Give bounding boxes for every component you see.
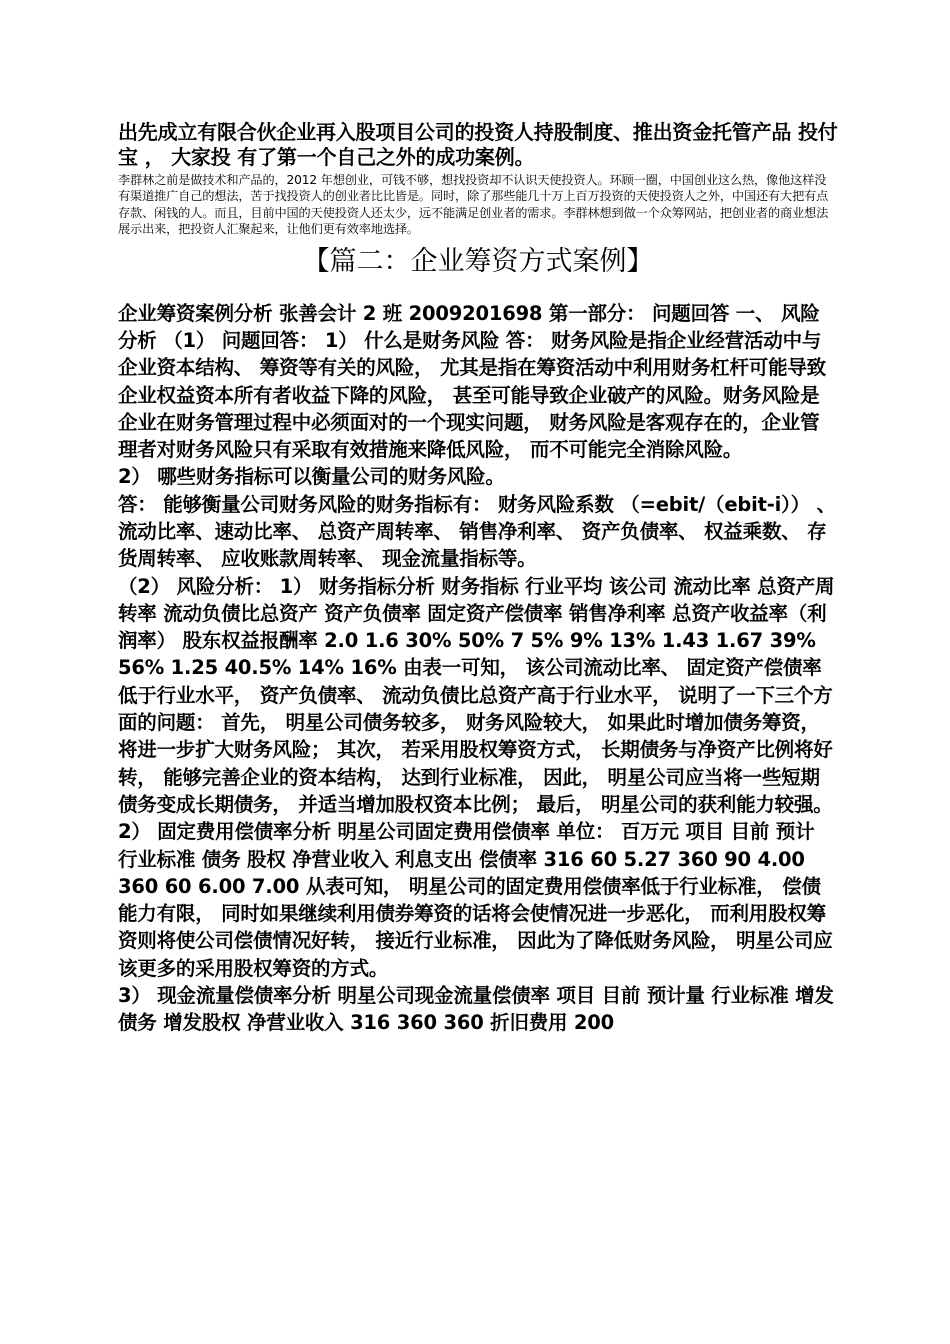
intro-paragraph: 李群林之前是做技术和产品的，2012 年想创业，可钱不够，想找投资却不认识天使投资人。环顾一圈，中国创业这么热，像他这样没有渠道推广自己的想法，苦于找投资人的创业者比比皆是。同时，除了那些能几十万上百万投资的天使投资人之外，中国还有大把有点存款、闲钱的人。而且，目前中国的天使投资人还太少，远不能满足创业者的需求。李群林想到做一个众筹网站，把创业者的商业想法展示出来，把投资人汇聚起来，让他们更有效率地选择。 <box>118 173 829 237</box>
section-title: 【篇二：企业筹资方式案例】 <box>302 245 654 277</box>
body-paragraph-4: （2） 风险分析： 1） 财务指标分析 财务指标 行业平均 该公司 流动比率 总资产周转率 流动负债比总资产 资产负债率 固定资产偿债率 销售净利率 总资产收益率（利润率） 股东权益报酬率 2.0 1.6 30% 50% 7 5% 9% 13% 1.43 1.67 39% 56% 1.25 40.5% 14% 16% 由表一可知， 该公司流动比率、 固定资产偿债率低于行业水平， 资产负债率、 流动负债比总资产高于行业水平， 说明了一下三个方面的问题： 首先， 明星公司债务较多， 财务风险较大， 如果此时增加债务筹资， 将进一步扩大财务风险； 其次， 若采用股权筹资方式， 长期债务与净资产比例将好转， 能够完善企业的资本结构， 达到行业标准， 因此， 明星公司应当将一些短期债务变成长期债务， 并适当增加股权资本比例； 最后， 明星公司的获利能力较强。 <box>118 574 835 816</box>
body-paragraph-2: 2） 哪些财务指标可以衡量公司的财务风险。 <box>118 465 505 489</box>
body-paragraph-6: 3） 现金流量偿债率分析 明星公司现金流量偿债率 项目 目前 预计量 行业标准 增发债务 增发股权 净营业收入 316 360 360 折旧费用 200 <box>118 984 834 1035</box>
body-paragraph-3: 答： 能够衡量公司财务风险的财务指标有： 财务风险系数 （=ebit/（ebit-i）） 、 流动比率、速动比率、 总资产周转率、 销售净利率、 资产负债率、 权益乘数、 存货周转率、 应收账款周转率、 现金流量指标等。 <box>118 492 836 571</box>
body-paragraph-1: 企业筹资案例分析 张善会计 2 班 2009201698 第一部分： 问题回答 一、 风险分析 （1） 问题回答： 1） 什么是财务风险 答： 财务风险是指企业经营活动中与企业资本结构、 筹资等有关的风险， 尤其是指在筹资活动中利用财务杠杆可能导致企业权益资本所有者收益下降的风险， 甚至可能导致企业破产的风险。财务风险是企业在财务管理过程中必须面对的一个现实问题， 财务风险是客观存在的，企业管理者对财务风险只有采取有效措施来降低风险， 而不可能完全消除风险。 <box>118 301 826 462</box>
document-page <box>118 120 838 1037</box>
body-paragraph-5: 2） 固定费用偿债率分析 明星公司固定费用偿债率 单位： 百万元 项目 目前 预计 行业标准 债务 股权 净营业收入 利息支出 偿债率 316 60 5.27 360 90 4.00 360 60 6.00 7.00 从表可知， 明星公司的固定费用偿债率低于行业标准， 偿债能力有限， 同时如果继续利用债券筹资的话将会使情况进一步恶化， 而利用股权筹资则将使公司偿债情况好转， 接近行业标准， 因此为了降低财务风险， 明星公司应该更多的采用股权筹资的方式。 <box>118 820 833 980</box>
intro-heading: 出先成立有限合伙企业再入股项目公司的投资人持股制度、推出资金托管产品 投付宝 ， 大家投 有了第一个自己之外的成功案例。 <box>118 120 838 169</box>
